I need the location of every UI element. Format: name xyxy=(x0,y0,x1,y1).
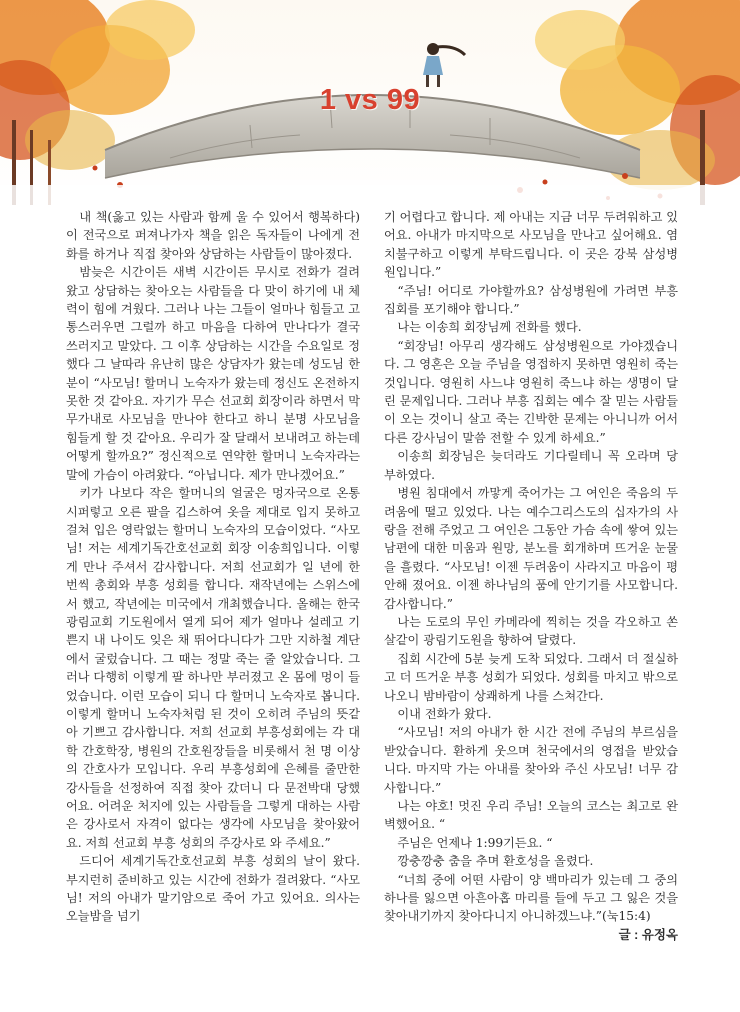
hero-illustration xyxy=(0,0,740,205)
paragraph: 이내 전화가 왔다. xyxy=(397,706,492,721)
paragraph: 주님은 언제나 1:99기든요. “ xyxy=(397,835,553,850)
paragraph: 집회 시간에 5분 늦게 도착 되었다. 그래서 더 절실하고 더 뜨거운 부흥 성회가 되었다. 성회를 마치고 밖으로 나오니 밤바람이 상쾌하게 나를 스쳐간다. xyxy=(384,651,678,703)
paragraph: 병원 침대에서 까맣게 죽어가는 그 여인은 죽음의 두려움에 떨고 있었다. 나는 예수그리스도의 십자가의 사랑을 전해 주었고 그 여인은 그동안 가슴 속에 쌓여 있는 남편에 대한 미움과 원망, 분노를 회개하며 뜨거운 눈물을 흘렸다. “사모님! 이젠 두려움이 사라지고 마음이 평안해 졌어요. 이젠 하나님의 품에 안기기를 사모합니다. 감사합니다.” xyxy=(384,486,678,611)
paragraph: 내 책(옳고 있는 사람과 함께 울 수 있어서 행복하다)이 전국으로 퍼져나가자 책을 읽은 독자들이 나에게 전화를 하거나 직접 찾아와 상담하는 사람들이 많아졌다. xyxy=(66,210,360,261)
paragraph: “사모님! 저의 아내가 한 시간 전에 주님의 부르심을 받았습니다. 환하게 웃으며 천국에서의 영접을 받았습니다. 마지막 가는 아내를 찾아와 주신 사모님! 너무 감사합니다.” xyxy=(384,725,678,795)
paragraph: 나는 도로의 무인 카메라에 찍히는 것을 각오하고 쏜살같이 광림기도원을 향하여 달렸다. xyxy=(384,614,678,648)
left-column xyxy=(66,208,360,926)
paragraph: 드디어 세계기독간호선교회 부흥 성회의 날이 왔다. 부지런히 준비하고 있는 시간에 전화가 걸려왔다. “사모님! 저의 아내가 말기암으로 죽어 가고 있어요. 의사는 오늘밤을 넘기 xyxy=(66,854,360,924)
paragraph: 기 어렵다고 합니다. 제 아내는 지금 너무 두려워하고 있어요. 아내가 마지막으로 사모님을 만나고 싶어해요. 염치불구하고 이렇게 부탁드립니다. 이 곳은 강북 삼성병원입니다.” xyxy=(384,210,678,280)
paragraph: 나는 이송희 회장님께 전화를 했다. xyxy=(397,320,582,335)
paragraph: “너희 중에 어떤 사람이 양 백마리가 있는데 그 중의 하나를 잃으면 아흔아홉 마리를 들에 두고 그 잃은 것을 찾아내기까지 찾아다니지 아니하겠느냐.”(눅15:4) xyxy=(384,872,678,924)
paragraph: 키가 나보다 작은 할머니의 얼굴은 멍자국으로 온통 시퍼렇고 오른 팔을 깁스하여 옷을 제대로 입지 못하고 걸쳐 입은 영락없는 할머니 노숙자의 모습이었다. “사모님! 저는 세계기독간호선교회 회장 이송희입니다. 이렇게 만나 주셔서 감사합니다. 저희 선교회가 일 년에 한 번씩 총회와 부흥 성회를 합니다. 재작년에는 스위스에서 했고, 작년에는 미국에서 개최했습니다. 올해는 한국 광림교회 기도원에서 열게 되어 제가 얼마나 설레고 기쁜지 내 나이도 잊은 채 뛰어다니다가 그만 지하철 계단에서 굴렀습니다. 그 때는 정말 죽는 줄 알았습니다. 그러나 다행히 이렇게 팔 하나만 부러졌고 온 몸에 멍이 들었습니다. 이런 모습이 되니 다 할머니 노숙자로 봅니다. 이렇게 할머니 노숙자처럼 된 것이 오히려 주님의 뜻같아 기쁘고 감사합니다. 저희 선교회 부흥성회에는 각 대학 간호학장, 병원의 간호원장들을 비롯해서 천 명 이상의 간호사가 모입니다. 우리 부흥성회에 은혜를 줄만한 강사들을 선정하여 직접 찾아 갔더니 다 문전박대 당했어요. 어려운 처지에 있는 사람들을 그렇게 대하는 사람은 강사로서 자격이 없다는 생각에 사모님을 찾아왔어요. 저희 선교회 부흥 성회의 주강사로 와 주세요.” xyxy=(66,486,360,850)
paragraph: 나는 야호! 멋진 우리 주님! 오늘의 코스는 최고로 완벽했어요. “ xyxy=(384,799,678,832)
article-title: 1 vs 99 xyxy=(319,84,421,116)
paragraph: 밤늦은 시간이든 새벽 시간이든 무시로 전화가 걸려왔고 상담하는 찾아오는 사람들을 다 맞이 하기에 내 체력이 힘에 겨웠다. 그러나 나는 그들이 얼마나 힘들고 고통스러우면 그럴까 하고 마음을 다하여 만나다가 결국 쓰러지고 말았다. 그 이후 상담하는 시간을 수요일로 정했다 그 날따라 유난히 많은 상담자가 왔는데 성도님 한 분이 “사모님! 할머니 노숙자가 왔는데 정신도 온전하지 못한 것 같아요. 자기가 무슨 선교회 회장이라 하면서 막무가내로 사모님을 만나야 한다고 하니 분명 사모님을 힘들게 할 것 같아요. 우리가 잘 달래서 보내려고 하는데 어떻게 할까요?” 정신적으로 연약한 할머니 노숙자라는 말에 가슴이 아려왔다. “아닙니다. 제가 만나겠어요.” xyxy=(66,265,360,482)
paragraph: “회장님! 아무리 생각해도 삼성병원으로 가야겠습니다. 그 영혼은 오늘 주님을 영접하지 못하면 영원히 죽는 것입니다. 영원히 사느냐 영원히 죽느냐 하는 생명이 달린 문제입니다. 그러나 부흥 집회는 예수 잘 믿는 사람들이 오는 것이니 살고 죽는 긴박한 문제는 아니니까 어서 다른 강사님이 말씀 전할 수 있게 하세요.” xyxy=(384,338,678,445)
paragraph: “주님! 어디로 가야할까요? 삼성병원에 가려면 부흥집회를 포기해야 합니다.” xyxy=(384,283,678,317)
paragraph: 깡충깡충 춤을 추며 환호성을 올렸다. xyxy=(397,854,594,869)
right-column xyxy=(384,208,678,944)
paragraph: 이송희 회장님은 늦더라도 기다릴테니 꼭 오라며 당부하였다. xyxy=(384,449,678,482)
author-byline: 글 : 유정옥 xyxy=(618,927,678,942)
